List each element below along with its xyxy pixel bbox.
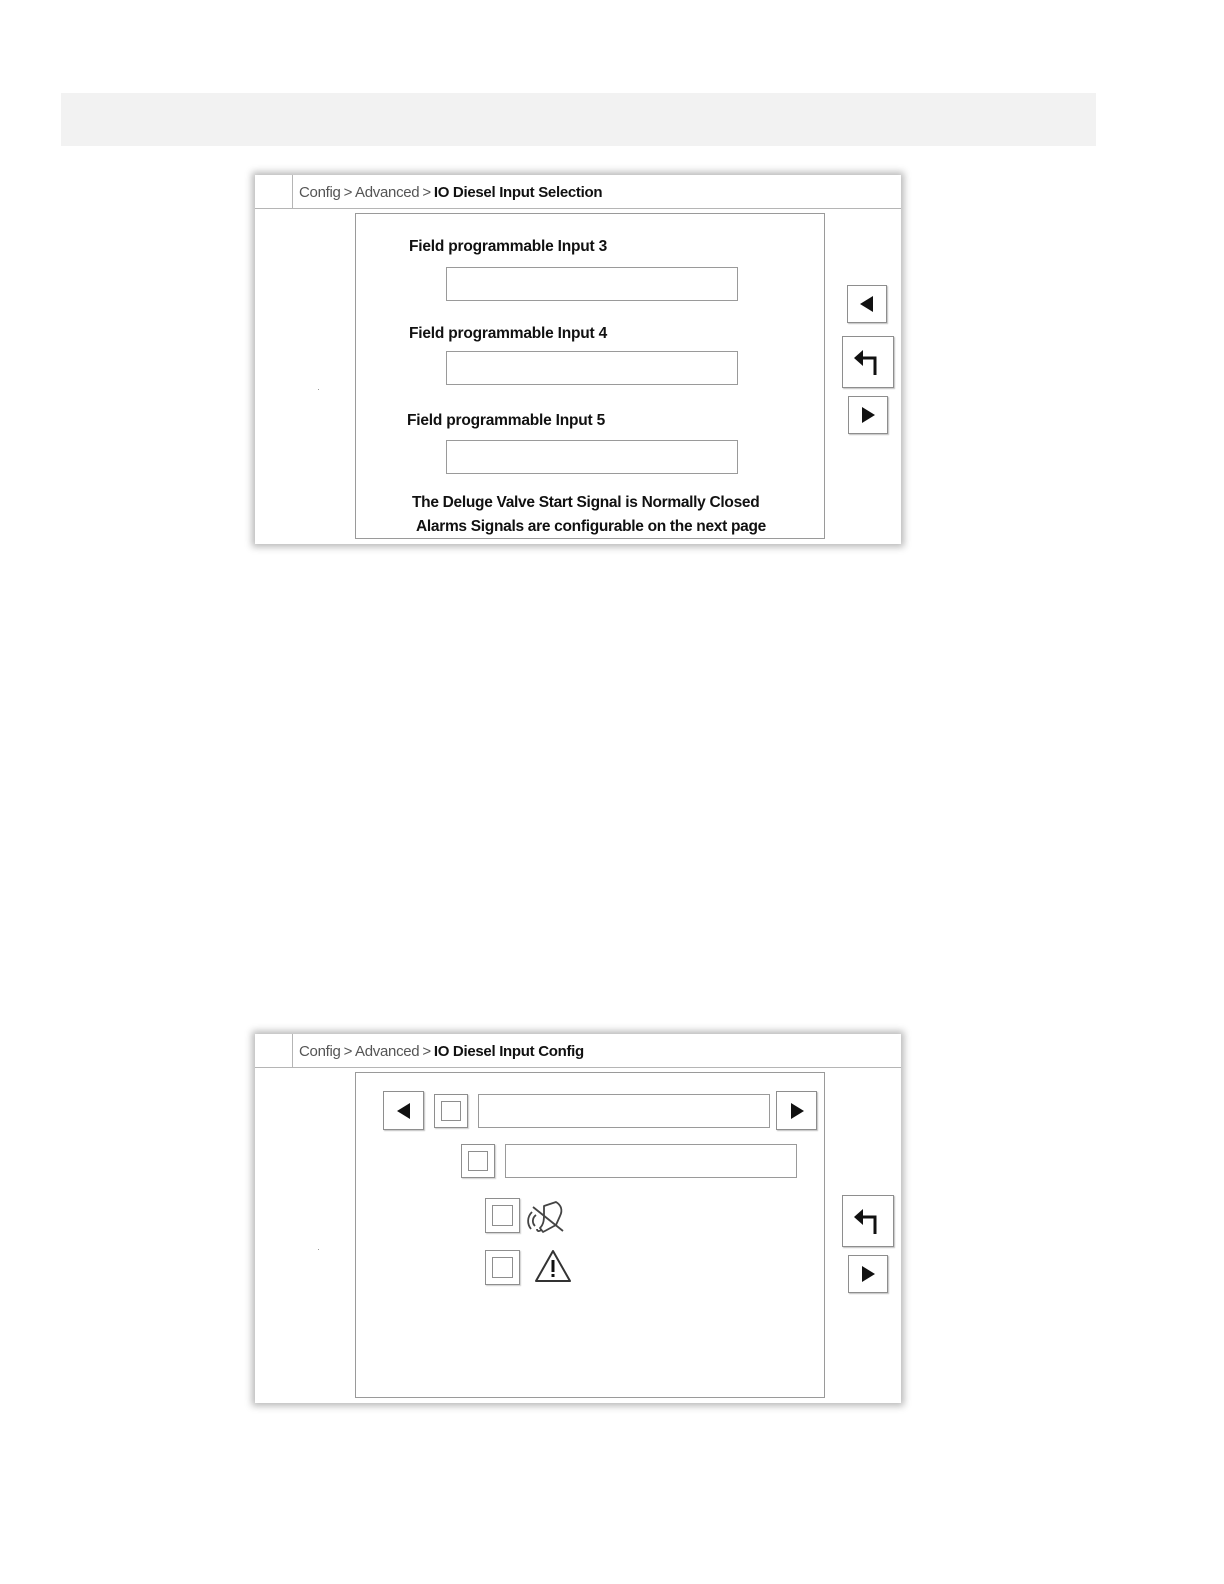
breadcrumb-config[interactable]: Config	[299, 1043, 341, 1060]
back-button[interactable]	[842, 336, 894, 388]
stray-dot	[318, 1249, 319, 1250]
breadcrumb	[299, 184, 602, 201]
input-selection-panel	[355, 213, 825, 539]
title-bar	[255, 175, 901, 209]
back-button[interactable]	[842, 1195, 894, 1247]
warning-checkbox[interactable]	[485, 1250, 520, 1285]
input-3-field[interactable]	[446, 267, 738, 301]
title-bar-corner	[255, 175, 293, 209]
triangle-right-icon	[859, 1265, 877, 1283]
breadcrumb-advanced[interactable]: Advanced	[355, 184, 420, 201]
alarms-signals-note: Alarms Signals are configurable on the next page	[416, 518, 766, 535]
triangle-right-icon	[859, 406, 877, 424]
field-label-input-3: Field programmable Input 3	[409, 238, 608, 255]
field-label-input-5: Field programmable Input 5	[407, 412, 606, 429]
breadcrumb-separator: >	[343, 1043, 353, 1060]
title-bar	[255, 1034, 901, 1068]
next-page-button[interactable]	[848, 1255, 888, 1293]
input-option-checkbox[interactable]	[461, 1144, 495, 1178]
breadcrumb-current: IO Diesel Input Selection	[433, 184, 603, 201]
top-band	[61, 93, 1096, 146]
triangle-left-icon	[858, 295, 876, 313]
next-page-button[interactable]	[848, 396, 888, 434]
previous-input-button[interactable]	[383, 1091, 424, 1130]
input-config-panel	[355, 1072, 825, 1398]
breadcrumb-separator: >	[422, 184, 431, 201]
previous-page-button[interactable]	[847, 285, 887, 323]
input-name-field[interactable]	[478, 1094, 770, 1128]
return-arrow-icon	[853, 1205, 883, 1237]
input-option-field[interactable]	[505, 1144, 797, 1178]
breadcrumb-separator: >	[422, 1043, 431, 1060]
triangle-left-icon	[395, 1102, 413, 1120]
field-label-input-4: Field programmable Input 4	[409, 325, 608, 342]
breadcrumb-separator: >	[343, 184, 353, 201]
muted-bell-icon	[527, 1197, 569, 1235]
stray-dot	[318, 389, 319, 390]
io-diesel-input-config-screen	[255, 1034, 901, 1403]
alarm-checkbox[interactable]	[485, 1198, 520, 1233]
breadcrumb	[299, 1043, 584, 1060]
warning-triangle-icon	[534, 1249, 572, 1283]
input-5-field[interactable]	[446, 440, 738, 474]
input-4-field[interactable]	[446, 351, 738, 385]
title-bar-corner	[255, 1034, 293, 1068]
triangle-right-icon	[788, 1102, 806, 1120]
next-input-button[interactable]	[776, 1091, 817, 1130]
return-arrow-icon	[853, 346, 883, 378]
breadcrumb-current: IO Diesel Input Config	[433, 1043, 584, 1060]
breadcrumb-advanced[interactable]: Advanced	[355, 1043, 420, 1060]
input-enable-checkbox[interactable]	[434, 1094, 468, 1128]
io-diesel-input-selection-screen	[255, 175, 901, 544]
breadcrumb-config[interactable]: Config	[299, 184, 341, 201]
deluge-valve-note: The Deluge Valve Start Signal is Normally Closed	[412, 494, 760, 511]
